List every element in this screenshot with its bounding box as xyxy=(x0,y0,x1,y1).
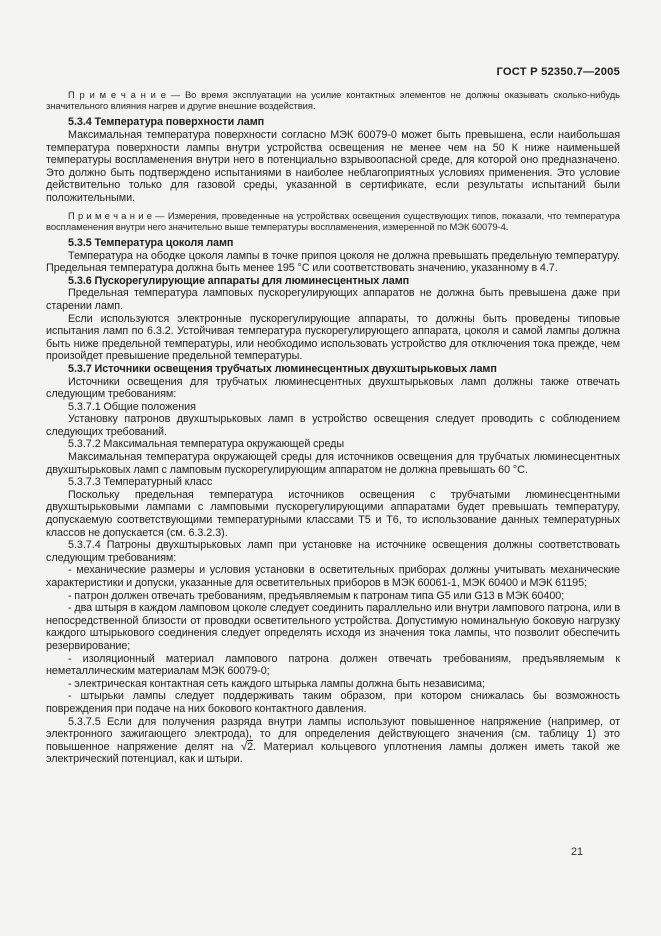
paragraph: Температура на ободке цоколя лампы в точке припоя цоколя не должна превышать предельную температуру. Предельная температура должна быть менее 195 °С или соответствовать значению, указанному в 4.7. xyxy=(46,249,620,275)
paragraph: Максимальная температура окружающей среды для источников освещения для трубчатых люминесцентных двухштырьковых ламп с ламповым пускорегулирующим аппаратом не должна превышать 60 °С. xyxy=(46,451,620,476)
paragraph: Максимальная температура поверхности согласно МЭК 60079-0 может быть превышена, если наибольшая температура поверхности лампы внутри устройства освещения не менее чем на 50 К ниже наименьшей температуры воспламенения внутри него в потенциально взрывоопасной среде, для которой оно предназначено. Это должно быть подтверждено испытаниями в наиболее неблагоприятных условиях применения. Это условие действительно только для газовой среды, указанной в сертификате, если результаты испытаний были положительными. xyxy=(46,129,620,204)
list-item: - два штыря в каждом ламповом цоколе следует соединить параллельно или внутри лампового патрона, или в непосредственной близости от проводки осветительного устройства. Допустимую номинальную боковую нагрузку каждого штырькового соединения следует определять исходя из значения тока лампы, что позволит обеспечить резервирование; xyxy=(46,602,620,652)
subsection-5-3-7-2: 5.3.7.2 Максимальная температура окружающей среды xyxy=(68,438,345,451)
subsection-5-3-7-3: 5.3.7.3 Температурный класс xyxy=(68,476,213,489)
paragraph-text-after-formula: . Материал кольцевого уплотнения лампы должен иметь такой же электрический потенциал, как и штыри. xyxy=(46,740,620,766)
sqrt-formula xyxy=(241,741,253,753)
paragraph-text-before-formula: 5.3.7.5 Если для получения разряда внутри лампы используют повышенное напряжение (например, от электронного зажигающего электрода), то для определения действующего значения (см. таблицу 1) это повышенное напряжение делят на xyxy=(46,715,620,753)
document-header xyxy=(0,0,661,78)
list-item: - патрон должен отвечать требованиям, предъявляемым к патронам типа G5 или G13 в МЭК 60400; xyxy=(68,589,565,602)
document-body xyxy=(46,89,620,766)
subsection-5-3-7-4: 5.3.7.4 Патроны двухштырьковых ламп при установке на источнике освещения должны соответствовать следующим требованиям: xyxy=(46,539,620,564)
paragraph: Поскольку предельная температура источников освещения с трубчатыми люминесцентными двухштырьковыми лампами с ламповыми пускорегулирующими аппаратами будет превышать температуру, допускаемую соответствующими температурными классами Т5 и Т6, то использование данных температурных классов не допускается (см. 6.3.2.3). xyxy=(46,488,620,539)
radical-value: 2 xyxy=(247,740,254,753)
section-heading-5-3-5: 5.3.5 Температура цоколя ламп xyxy=(68,236,234,249)
radical-sign: √ xyxy=(240,740,248,753)
subsection-5-3-7-1: 5.3.7.1 Общие положения xyxy=(68,400,196,413)
note-paragraph: П р и м е ч а н и е — Измерения, проведенные на устройствах освещения существующих типов, показали, что температура воспламенения внутри него значительно выше температуры воспламенения, измеренной по МЭК 60079-4. xyxy=(46,209,620,232)
section-heading-5-3-4: 5.3.4 Температура поверхности ламп xyxy=(68,116,265,129)
subsection-5-3-7-5 xyxy=(46,716,620,766)
paragraph: Предельная температура ламповых пускорегулирующих аппаратов не должна быть превышена даже при старении ламп. xyxy=(46,287,620,312)
paragraph: Если используются электронные пускорегулирующие аппараты, то должны быть проведены типовые испытания ламп по 6.3.2. Устойчивая температура пускорегулирующего аппарата, цоколя и самой лампы должна быть ниже предельной температуры, или необходимо использовать устройство для отключения тока прежде, чем произойдет превышение предельной температуры. xyxy=(46,312,620,363)
standard-number: ГОСТ Р 52350.7—2005 xyxy=(496,66,620,78)
list-item: - электрическая контактная сеть каждого штырька лампы должна быть независима; xyxy=(68,677,485,690)
paragraph: Установку патронов двухштырьковых ламп в устройство освещения следует проводить с соблюдением следующих требований. xyxy=(46,413,620,438)
paragraph: Источники освещения для трубчатых люминесцентных двухштырьковых ламп должны также отвечать следующим требованиям: xyxy=(46,375,620,401)
section-heading-5-3-7: 5.3.7 Источники освещения трубчатых люминесцентных двухштырьковых ламп xyxy=(68,362,497,375)
list-item: - механические размеры и условия установки в осветительных приборах должны учитывать механические характеристики и допуски, указанные для осветительных приборов в МЭК 60061-1, МЭК 60400 и МЭК 61195; xyxy=(46,564,620,589)
list-item: - изоляционный материал лампового патрона должен отвечать требованиям, предъявляемым к неметаллическим материалам МЭК 60079-0; xyxy=(46,652,620,678)
list-item: - штырьки лампы следует поддерживать таким образом, при котором снижалась бы возможность повреждения при подаче на них бокового контактного давления. xyxy=(46,690,620,715)
page-number: 21 xyxy=(571,846,584,858)
note-paragraph: П р и м е ч а н и е — Во время эксплуатации на усилие контактных элементов не должны оказывать сколько-нибудь значительного влияния нагрев и другие внешние воздействия. xyxy=(46,89,620,112)
section-heading-5-3-6: 5.3.6 Пускорегулирующие аппараты для люминесцентных ламп xyxy=(68,274,410,287)
